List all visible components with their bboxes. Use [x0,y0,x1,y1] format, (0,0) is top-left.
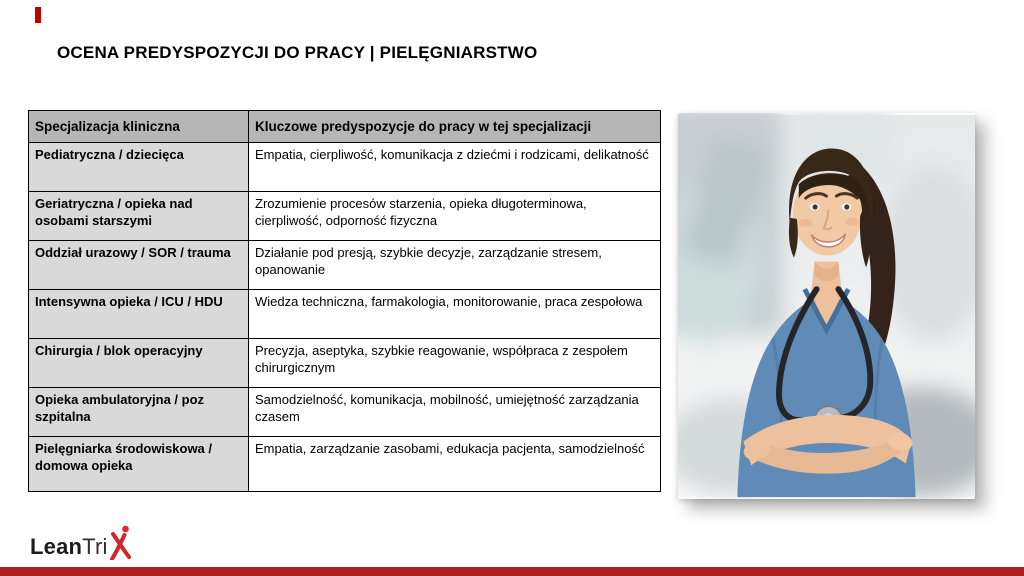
accent-dash [35,7,41,23]
predispositions-cell: Empatia, zarządzanie zasobami, edukacja pacjenta, samodzielność [249,437,661,492]
footer-accent-bar [0,567,1024,576]
specialization-cell: Pediatryczna / dziecięca [29,143,249,192]
logo-text-light: Tri [82,534,108,559]
column-header-specialization: Specjalizacja kliniczna [29,111,249,143]
specialization-table [28,110,661,492]
specialization-cell: Chirurgia / blok operacyjny [29,339,249,388]
specialization-cell: Pielęgniarka środowiskowa / domowa opieka [29,437,249,492]
predispositions-cell: Działanie pod presją, szybkie decyzje, zarządzanie stresem, opanowanie [249,241,661,290]
table-row [29,437,661,492]
column-header-predispositions: Kluczowe predyspozycje do pracy w tej specjalizacji [249,111,661,143]
table-header-row [29,111,661,143]
x-figure-icon [109,524,133,565]
table-row [29,388,661,437]
specialization-cell: Opieka ambulatoryjna / poz szpitalna [29,388,249,437]
predispositions-cell: Wiedza techniczna, farmakologia, monitorowanie, praca zespołowa [249,290,661,339]
predispositions-cell: Samodzielność, komunikacja, mobilność, umiejętność zarządzania czasem [249,388,661,437]
predispositions-cell: Precyzja, aseptyka, szybkie reagowanie, współpraca z zespołem chirurgicznym [249,339,661,388]
nurse-photo-illustration [678,113,975,499]
nurse-photo [678,113,975,499]
logo-text-bold: Lean [30,534,83,559]
predispositions-cell: Zrozumienie procesów starzenia, opieka długoterminowa, cierpliwość, odporność fizyczna [249,192,661,241]
specialization-cell: Oddział urazowy / SOR / trauma [29,241,249,290]
leantrix-logo [30,524,133,558]
predispositions-cell: Empatia, cierpliwość, komunikacja z dziećmi i rodzicami, delikatność [249,143,661,192]
specialization-cell: Geriatryczna / opieka nad osobami starszymi [29,192,249,241]
table-row [29,143,661,192]
table-row [29,290,661,339]
table-row [29,192,661,241]
page-title: OCENA PREDYSPOZYCJI DO PRACY | PIELĘGNIARSTWO [57,43,538,62]
table-row [29,241,661,290]
specialization-cell: Intensywna opieka / ICU / HDU [29,290,249,339]
table-row [29,339,661,388]
